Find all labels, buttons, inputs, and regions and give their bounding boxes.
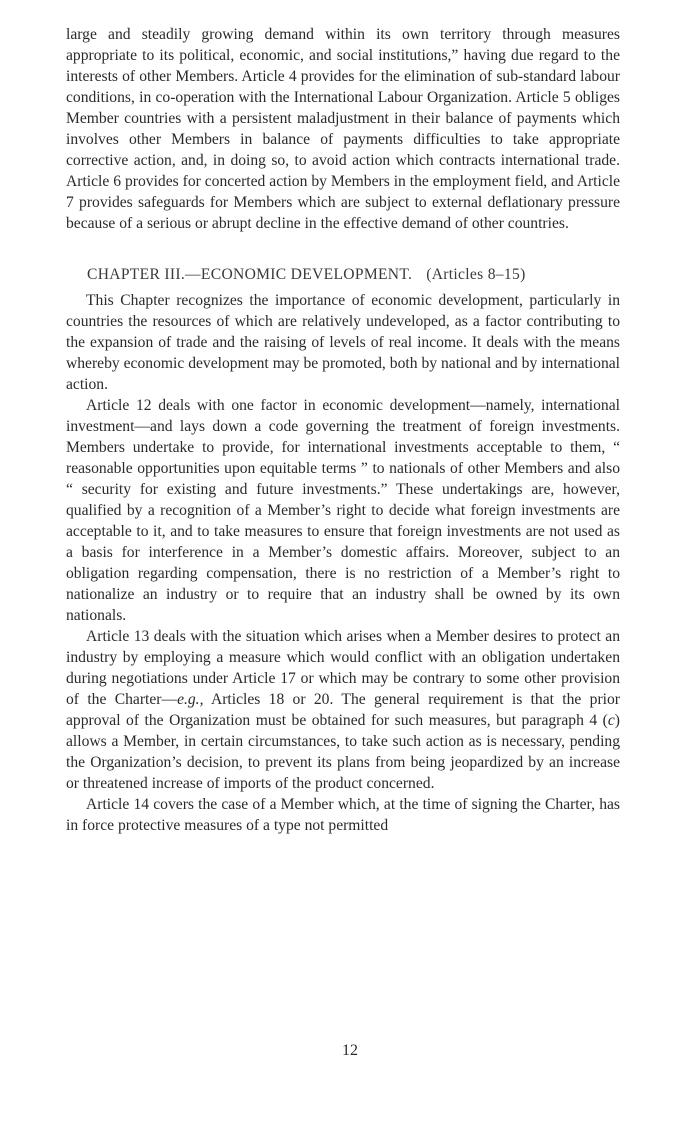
paragraph-article-13 xyxy=(66,626,620,794)
article-13-text-2: Articles 18 or 20. The general requirement is that the prior approval of the Organization must be obtained for such measures, but paragraph 4 ( xyxy=(66,691,620,729)
page-number: 12 xyxy=(342,1042,358,1059)
chapter-articles: (Articles 8–15) xyxy=(426,266,526,283)
article-13-c: c xyxy=(607,712,615,729)
paragraph-article-14: Article 14 covers the case of a Member which, at the time of signing the Charter, has in force protective measures of a type not permitted xyxy=(66,796,620,834)
chapter-title: CHAPTER III.—ECONOMIC DEVELOPMENT. xyxy=(87,266,413,283)
article-13-text-1: Article 13 deals with the situation which arises when a Member desires to protect an industry by employing a measure which would conflict with an obligation undertaken during negotiations under Article 17 or which may be contrary to some other provision of the Charter— xyxy=(66,628,620,708)
article-13-text-3: ) allows a Member, in certain circumstances, to take such action as is necessary, pending the Organization’s decision, to prevent its plans from being jeopardized by an increase or threatened increase of imports of the product concerned. xyxy=(66,712,620,792)
article-13-eg: e.g., xyxy=(177,691,204,708)
page-body xyxy=(66,24,620,836)
chapter-heading xyxy=(66,264,620,285)
paragraph-continuation: large and steadily growing demand within its own territory through measures appropriate to its political, economic, and social institutions,” having due regard to the interests of other Members. Article 4 provides for the elimination of sub-standard labour conditions, in co-operation with the International Labour Organization. Article 5 obliges Member countries with a persistent maladjustment in their balance of payments which involves other Members in balance of payments difficulties to take appropriate corrective action, and, in doing so, to avoid action which contracts international trade. Article 6 provides for concerted action by Members in the employment field, and Article 7 provides safeguards for Members which are subject to external deflationary pressure because of a serious or abrupt decline in the effective demand of other countries. xyxy=(66,26,620,232)
paragraph-article-12: Article 12 deals with one factor in economic development—namely, international investment—and lays down a code governing the treatment of foreign investments. Members undertake to provide, for international investments acceptable to them, “ reasonable opportunities upon equitable terms ” to nationals of other Members and also “ security for existing and future investments.” These undertakings are, however, qualified by a recognition of a Member’s right to decide what foreign investments are acceptable to it, and to take measures to ensure that foreign investments are not used as a basis for interference in a Member’s domestic affairs. Moreover, subject to an obligation regarding compensation, there is no restriction of a Member’s right to nationalize an industry or to require that an industry shall be owned by its own nationals. xyxy=(66,397,620,624)
paragraph-chapter-intro: This Chapter recognizes the importance of economic development, particularly in countries the resources of which are relatively undeveloped, as a factor contributing to the expansion of trade and the raising of levels of real income. It deals with the means whereby economic development may be promoted, both by national and by international action. xyxy=(66,292,620,393)
